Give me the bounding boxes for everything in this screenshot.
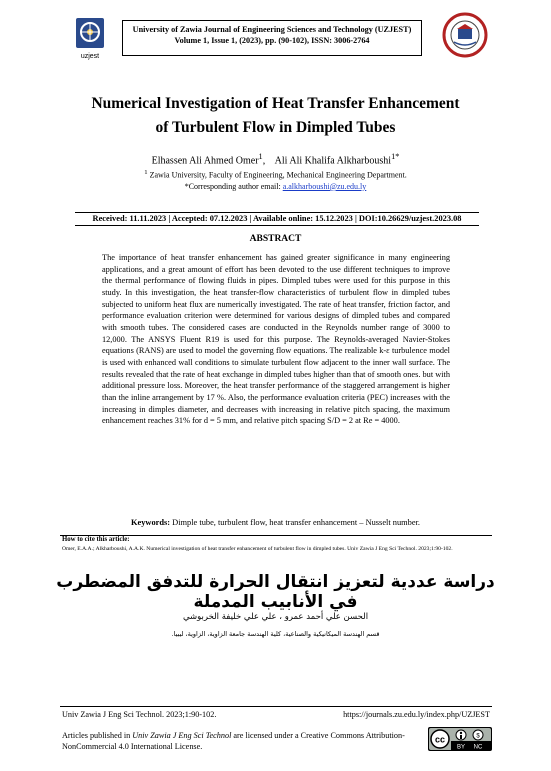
- footer-divider: [60, 706, 492, 707]
- license-text: [62, 730, 422, 752]
- citation-text: Omer, E.A.A.; Alkharboushi, A.A.K. Numerical investigation of heat transfer enhancement of turbulent flow in dimpled tubes. Univ Zawia J Eng Sci Technol. 2023;1:90-102.: [62, 546, 453, 552]
- affiliation-block: [40, 167, 511, 192]
- license-journal: Univ Zawia J Eng Sci Technol: [132, 731, 232, 740]
- cc-icon: cc: [434, 734, 446, 745]
- footer-citation: Univ Zawia J Eng Sci Technol. 2023;1:90-102.: [62, 710, 217, 719]
- journal-header-box: [122, 20, 422, 56]
- keywords-line: [40, 518, 511, 527]
- nc-label: NC: [473, 744, 483, 751]
- author-1-sup: 1: [258, 152, 263, 161]
- author-2: Ali Ali Khalifa Alkharboushi: [274, 155, 392, 167]
- title-line-1: Numerical Investigation of Heat Transfer Enhancement: [91, 95, 460, 112]
- svg-text:$: $: [476, 733, 480, 740]
- arabic-affiliation: قسم الهندسة الميكانيكية والصناعية، كلية الهندسة جامعة الزاوية، الزاوية، ليبيا.: [171, 630, 380, 638]
- logo-text: uzjest: [80, 53, 100, 60]
- title-line-2: of Turbulent Flow in Dimpled Tubes: [155, 119, 396, 136]
- license-prefix: Articles published in: [62, 731, 133, 740]
- author-list: Elhassen Ali Ahmed Omer$^1$, Ali Ali Khalifa Alkharboushi$^{1*}$: [151, 152, 400, 167]
- keywords-text: Dimple tube, turbulent flow, heat transfer enhancement – Nusselt number.: [172, 518, 420, 527]
- citation-heading: How to cite this article:: [62, 536, 130, 543]
- author-1: Elhassen Ali Ahmed Omer: [151, 155, 259, 167]
- affiliation-sup: 1: [144, 169, 148, 176]
- abstract-heading: ABSTRACT: [249, 234, 302, 244]
- university-seal-logo: [442, 12, 488, 58]
- author-2-sup: 1*: [391, 152, 400, 161]
- keywords-label: Keywords:: [130, 518, 171, 527]
- affiliation: Zawia University, Faculty of Engineering, Mechanical Engineering Department.: [149, 170, 407, 180]
- arabic-authors: الحسن علي أحمد عمرو ، علي علي خليفة الخربوشي: [182, 612, 369, 622]
- paper-title: [40, 92, 511, 140]
- corresponding-label: *Corresponding author email:: [184, 181, 281, 191]
- footer-url[interactable]: https://journals.zu.edu.ly/index.php/UZJEST: [343, 710, 490, 719]
- uzjest-logo: [66, 14, 114, 62]
- journal-volume: Volume 1, Issue 1, (2023), pp. (90-102), ISSN: 3006-2764: [174, 36, 370, 45]
- by-label: BY: [456, 744, 466, 751]
- dates-doi-line: Received: 11.11.2023 | Accepted: 07.12.2023 | Available online: 15.12.2023 | DOI:10.26629/uzjest.2023.08: [75, 212, 479, 226]
- corresponding-email-link[interactable]: a.alkharboushi@zu.edu.ly: [282, 181, 367, 191]
- arabic-title: دراسة عددية لتعزيز انتقال الحرارة للتدفق المضطرب في الأنابيب المدملة: [56, 572, 495, 612]
- abstract-text: The importance of heat transfer enhancement has gained greater significance in many engineering applications, and a great amount of effort has been devoted to the use different techniques to improve the thermal performance of flowing fluids in pipes. Dimpled tubes were used for this purpose in this study. In this investigation, the heat transfer-flow characteristics of turbulent flow in dimpled tubes subjected to uniform heat flux are numerically investigated. The rate of heat transfer, friction factor, and performance evaluation criterion were determined for various designs of dimpled tubes and compared with smooth tubes. The considered cases are conducted in the Reynolds number range of 3000 to 12,000. The ANSYS Fluent R19 is used for this purpose. The Reynolds-averaged Navier-Stokes equations (RANS) are used to model the governing flow equations. The realizable k-ε turbulence model is used with enhanced wall conditions to simulate turbulent flow adjacent to the inner wall surface. The results revealed that the rate of heat exchange in dimpled tubes higher than that of smooth ones. but with additional pressure loss. Moreover, the heat transfer performance of the staggered arrangement is higher than the inline arrangement by 17 %. Also, the performance evaluation criteria (PEC) increases with the increasing in dimples diameter, and decreases with increasing in relative pitch spacing, the maximum enhancement reaches 31% for d = 5 mm, and relative pitch spacing S/D = 2 at Re = 4000.: [102, 253, 450, 426]
- license-suffix: are licensed under a Creative Commons Attribution-NonCommercial 4.0 International License.: [62, 731, 405, 751]
- cc-by-nc-badge[interactable]: [428, 727, 492, 751]
- journal-name: University of Zawia Journal of Engineering Sciences and Technology (UZJEST): [132, 25, 412, 34]
